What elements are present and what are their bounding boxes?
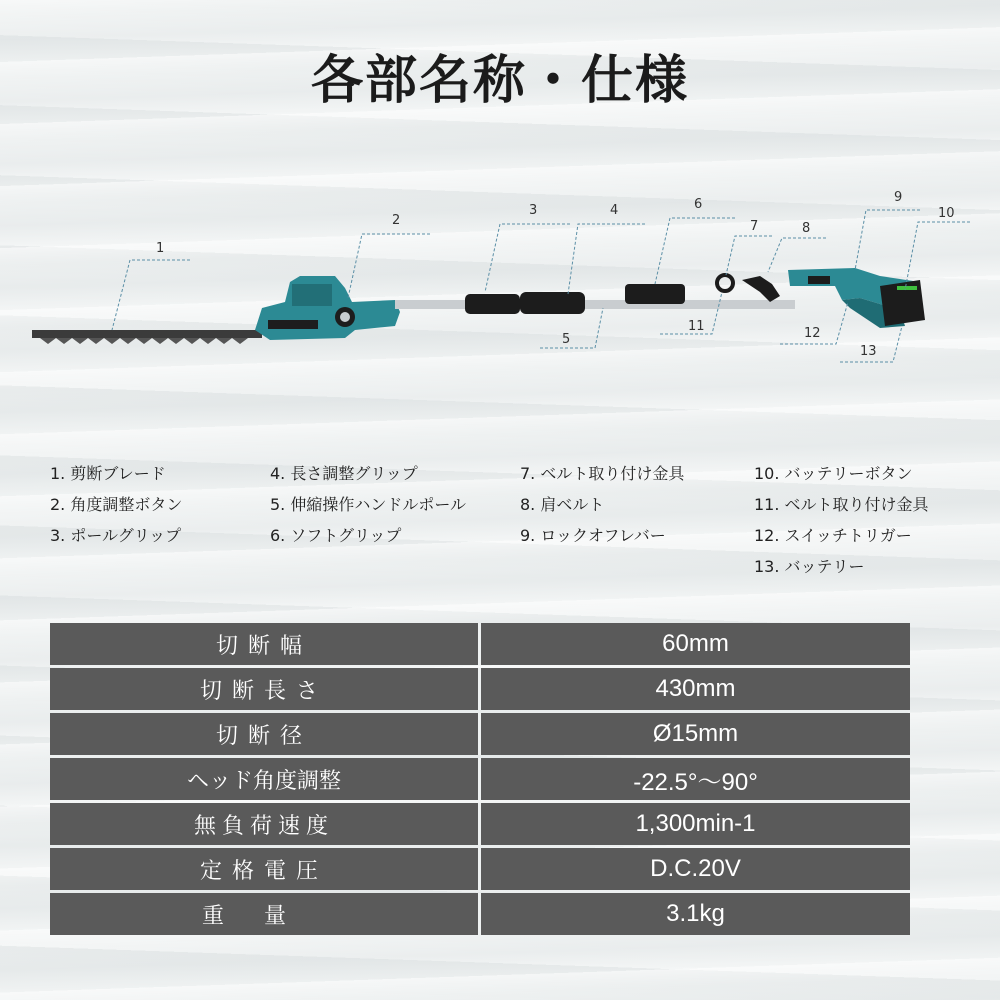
spec-value: 3.1kg: [481, 893, 910, 935]
parts-column-2: [270, 462, 466, 555]
spec-value: 60mm: [481, 623, 910, 665]
spec-value: Ø15mm: [481, 713, 910, 755]
callout-12: 12: [804, 326, 821, 341]
spec-value: 1,300min-1: [481, 803, 910, 845]
spec-label: 重量: [50, 893, 481, 935]
callout-9: 9: [894, 190, 903, 205]
part-item: 7. ベルト取り付け金具: [520, 464, 685, 483]
soft-grip: [625, 284, 685, 304]
spec-label: 切断径: [50, 713, 481, 755]
callout-3: 3: [529, 203, 538, 218]
spec-label: 切断幅: [50, 623, 481, 665]
spec-row: [50, 758, 910, 800]
spec-row: [50, 668, 910, 710]
spec-label: ヘッド角度調整: [50, 758, 481, 800]
part-item: 8. 肩ベルト: [520, 495, 605, 514]
spec-value: 430mm: [481, 668, 910, 710]
belt-fitting: [717, 275, 733, 291]
part-item: 10. バッテリーボタン: [754, 464, 913, 483]
spec-value: D.C.20V: [481, 848, 910, 890]
length-grip: [520, 292, 585, 314]
callout-6: 6: [694, 197, 703, 212]
hedge-trimmer-diagram: [0, 180, 1000, 380]
spec-label: 切断長さ: [50, 668, 481, 710]
shoulder-belt: [742, 276, 780, 302]
part-item: 9. ロックオフレバー: [520, 526, 666, 545]
spec-row: [50, 623, 910, 665]
spec-row: [50, 803, 910, 845]
spec-table: [50, 620, 910, 938]
battery: [880, 280, 925, 326]
page-title: 各部名称・仕様: [310, 51, 689, 111]
part-item: 6. ソフトグリップ: [270, 526, 402, 545]
pole-grip: [465, 294, 520, 314]
parts-column-4: [754, 462, 929, 586]
callout-1: 1: [156, 241, 165, 256]
callout-2: 2: [392, 213, 401, 228]
callout-11: 11: [688, 319, 705, 334]
part-item: 11. ベルト取り付け金具: [754, 495, 929, 514]
part-item: 2. 角度調整ボタン: [50, 495, 183, 514]
spec-row: [50, 848, 910, 890]
part-item: 4. 長さ調整グリップ: [270, 464, 418, 483]
callout-8: 8: [802, 221, 811, 236]
spec-row: [50, 893, 910, 935]
spec-label: 定格電圧: [50, 848, 481, 890]
part-item: 12. スイッチトリガー: [754, 526, 912, 545]
callout-5: 5: [562, 332, 571, 347]
trimmer-head: [255, 276, 400, 340]
spec-value: -22.5°〜90°: [481, 758, 910, 800]
spec-label: 無負荷速度: [50, 803, 481, 845]
pole: [395, 300, 795, 309]
part-item: 5. 伸縮操作ハンドルポール: [270, 495, 467, 514]
parts-column-3: [520, 462, 684, 555]
part-item: 3. ポールグリップ: [50, 526, 182, 545]
blade: [32, 330, 262, 344]
part-item: 1. 剪断ブレード: [50, 464, 166, 483]
callout-4: 4: [610, 203, 619, 218]
callout-10: 10: [938, 206, 955, 221]
spec-row: [50, 713, 910, 755]
parts-column-1: [50, 462, 182, 555]
callout-7: 7: [750, 219, 759, 234]
callout-13: 13: [860, 344, 877, 359]
part-item: 13. バッテリー: [754, 557, 865, 576]
